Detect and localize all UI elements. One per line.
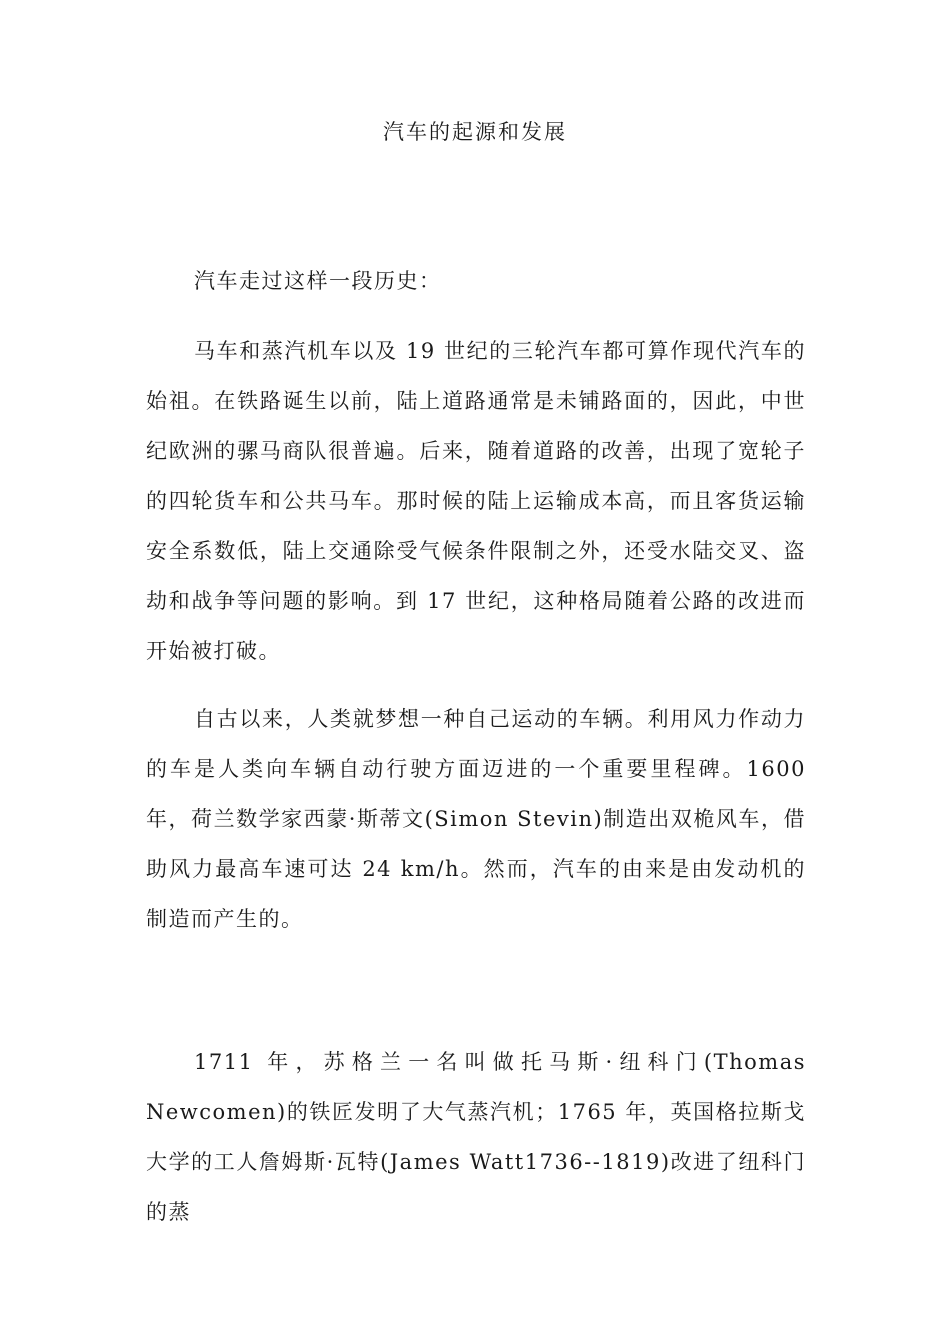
paragraph-steam-engine: 1711 年，苏格兰一名叫做托马斯·纽科门(Thomas Newcomen)的铁匠发明了大气蒸汽机；1765 年，英国格拉斯戈大学的工人詹姆斯·瓦特(James Watt1736--1819)改进了纽科门的蒸 xyxy=(146,1050,806,1224)
paragraph-wind-cart: 自古以来，人类就梦想一种自己运动的车辆。利用风力作动力的车是人类向车辆自动行驶方面迈进的一个重要里程碑。1600 年，荷兰数学家西蒙·斯蒂文(Simon Stevin)制造出双桅风车，借助风力最高车速可达 24 km/h。然而，汽车的由来是由发动机的制造而产生的。 xyxy=(146,707,806,931)
document-title: 汽车的起源和发展 xyxy=(383,120,567,144)
paragraph-origins: 马车和蒸汽机车以及 19 世纪的三轮汽车都可算作现代汽车的始祖。在铁路诞生以前，陆上道路通常是未铺路面的，因此，中世纪欧洲的骡马商队很普遍。后来，随着道路的改善，出现了宽轮子的四轮货车和公共马车。那时候的陆上运输成本高，而且客货运输安全系数低，陆上交通除受气候条件限制之外，还受水陆交叉、盗劫和战争等问题的影响。到 17 世纪，这种格局随着公路的改进而开始被打破。 xyxy=(146,339,806,663)
intro-paragraph: 汽车走过这样一段历史： xyxy=(194,269,442,293)
